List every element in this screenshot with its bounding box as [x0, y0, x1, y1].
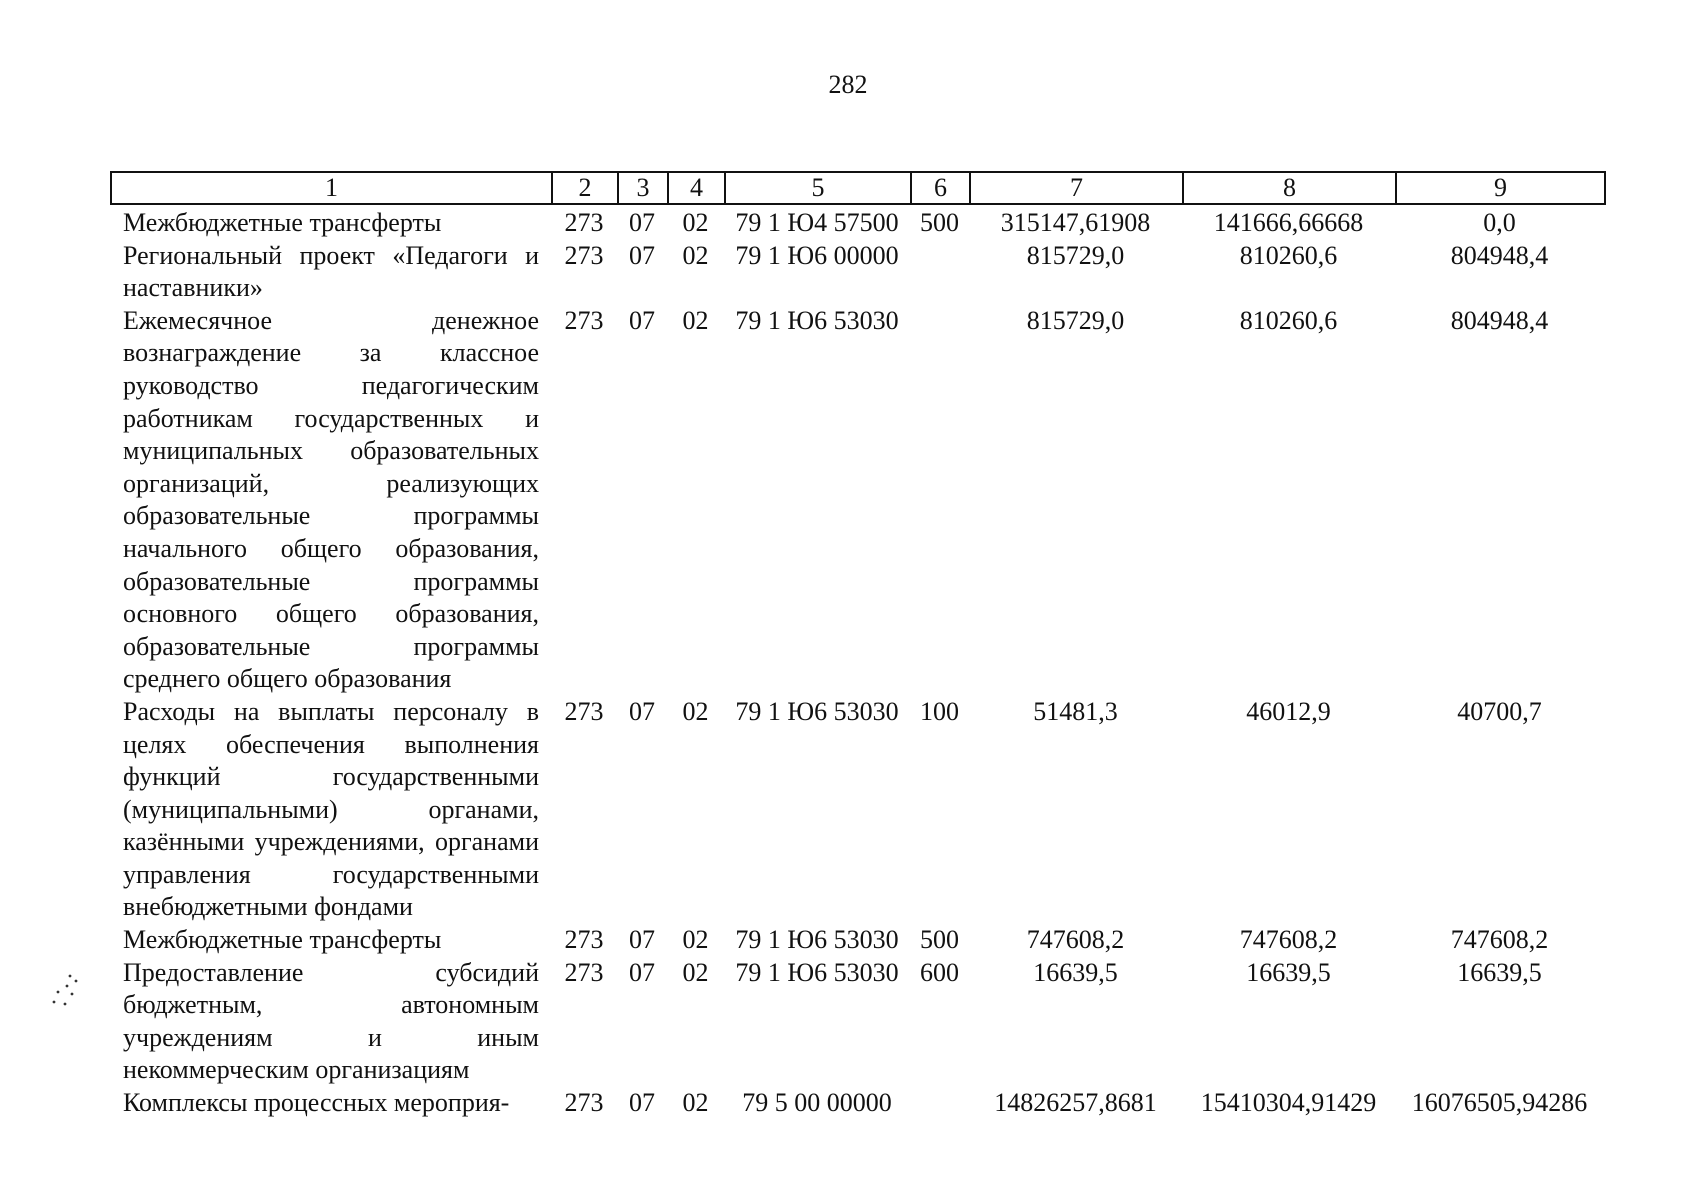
row-code-6: 500 [920, 925, 959, 955]
row-code-6: 600 [920, 957, 959, 987]
row-value-9: 16639,5 [1457, 957, 1542, 987]
row-code-3: 07 [629, 925, 655, 955]
row-code-6 [910, 240, 969, 305]
row-code-2: 273 [564, 240, 604, 270]
row-code-4: 02 [682, 925, 709, 955]
row-code-3: 07 [629, 1088, 655, 1118]
header-col-4: 4 [668, 172, 725, 204]
row-code-5: 79 1 Ю6 53030 [735, 925, 899, 955]
row-code-2: 273 [564, 957, 604, 987]
table-row [110, 1087, 1604, 1120]
row-code-2: 273 [564, 696, 604, 726]
row-code-4: 02 [682, 696, 709, 726]
row-value-9: 0,0 [1483, 208, 1516, 237]
row-code-6: 100 [920, 696, 959, 726]
header-col-9: 9 [1396, 172, 1605, 204]
row-code-3: 07 [629, 696, 655, 726]
column-number-header [110, 171, 1606, 205]
header-col-3: 3 [618, 172, 668, 204]
table-row [110, 207, 1604, 240]
row-code-2: 273 [564, 208, 604, 237]
row-value-9: 16076505,94286 [1411, 1088, 1588, 1118]
row-value-7: 14826257,8681 [994, 1088, 1157, 1118]
header-col-8: 8 [1183, 172, 1396, 204]
row-value-7: 747608,2 [1026, 925, 1125, 955]
row-value-8: 810260,6 [1239, 240, 1338, 270]
scan-speck-marks [48, 972, 82, 1008]
row-code-4: 02 [682, 957, 709, 987]
row-code-2: 273 [564, 925, 604, 955]
row-code-5: 79 5 00 00000 [742, 1088, 892, 1118]
row-code-6: 500 [920, 208, 959, 237]
row-name: Комплексы процессных мероприя- [123, 1088, 510, 1118]
row-code-5: 79 1 Ю6 53030 [735, 305, 899, 335]
row-code-4: 02 [682, 305, 709, 335]
row-value-8: 810260,6 [1239, 305, 1338, 335]
header-col-6: 6 [911, 172, 970, 204]
row-name: Ежемесячное денежное вознаграждение за классное руководство педагогическим работникам государственных и муниципальных образовательных организаций, реализующих образовательные программы начального общего образования, образовательные программы основного общего образования, образовательные программы среднего общего образования [123, 305, 539, 694]
row-name: Расходы на выплаты персоналу в целях обеспечения выполнения функций государственными (муниципальными) органами, казёнными учреждениями, органами управления государственными внебюджетными фондами [123, 696, 539, 922]
row-value-8: 15410304,91429 [1200, 1088, 1377, 1118]
header-col-7: 7 [970, 172, 1183, 204]
row-code-4: 02 [682, 208, 709, 237]
row-value-9: 804948,4 [1450, 240, 1549, 270]
row-value-9: 804948,4 [1450, 305, 1549, 335]
row-name: Региональный проект «Педагоги и наставники» [123, 240, 539, 303]
row-code-6 [910, 305, 969, 696]
row-code-3: 07 [629, 957, 655, 987]
row-value-7: 16639,5 [1033, 957, 1118, 987]
header-col-5: 5 [725, 172, 911, 204]
row-code-3: 07 [629, 208, 655, 237]
row-value-7: 815729,0 [1026, 240, 1125, 270]
row-code-2: 273 [564, 1088, 604, 1118]
row-name: Межбюджетные трансферты [123, 925, 442, 955]
row-value-8: 46012,9 [1246, 696, 1331, 726]
row-value-8: 141666,66668 [1213, 208, 1364, 237]
table-row [110, 696, 1604, 924]
row-value-8: 747608,2 [1239, 925, 1338, 955]
row-code-5: 79 1 Ю4 57500 [735, 208, 899, 237]
budget-table [110, 207, 1604, 1120]
row-code-4: 02 [682, 240, 709, 270]
row-code-5: 79 1 Ю6 53030 [735, 696, 899, 726]
table-row [110, 924, 1604, 957]
row-value-8: 16639,5 [1246, 957, 1331, 987]
row-value-9: 747608,2 [1450, 925, 1549, 955]
page-number: 282 [828, 70, 868, 99]
row-name: Межбюджетные трансферты [123, 208, 442, 237]
row-value-7: 315147,61908 [1000, 208, 1151, 237]
row-code-4: 02 [682, 1088, 709, 1118]
row-value-7: 51481,3 [1033, 696, 1118, 726]
header-col-1: 1 [111, 172, 552, 204]
row-name: Предоставление субсидий бюджетным, автономным учреждениям и иным некоммерческим организациям [123, 957, 539, 1085]
row-code-5: 79 1 Ю6 00000 [735, 240, 899, 270]
table-row [110, 957, 1604, 1087]
row-value-9: 40700,7 [1457, 696, 1542, 726]
row-code-6 [910, 1087, 969, 1120]
row-code-3: 07 [629, 305, 655, 335]
row-code-2: 273 [564, 305, 604, 335]
table-row [110, 240, 1604, 305]
table-row [110, 305, 1604, 696]
row-code-5: 79 1 Ю6 53030 [735, 957, 899, 987]
header-col-2: 2 [552, 172, 618, 204]
row-code-3: 07 [629, 240, 655, 270]
row-value-7: 815729,0 [1026, 305, 1125, 335]
